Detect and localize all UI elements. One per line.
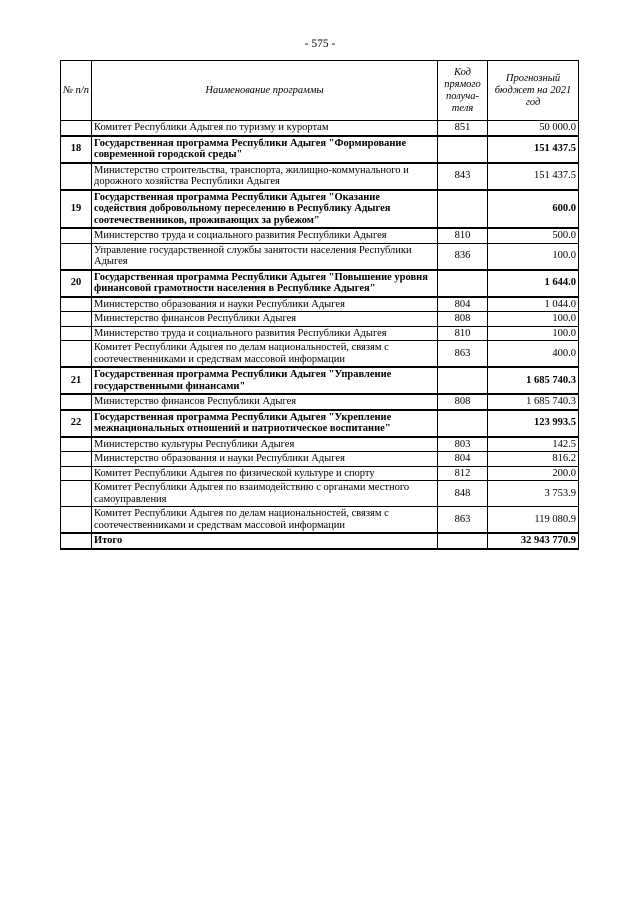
row-amount: 816.2 bbox=[488, 452, 579, 467]
row-num bbox=[61, 228, 92, 243]
row-num bbox=[61, 533, 92, 549]
header-num: № п/п bbox=[61, 61, 92, 121]
row-num bbox=[61, 394, 92, 410]
row-num: 21 bbox=[61, 367, 92, 394]
table-row bbox=[61, 228, 579, 243]
row-amount: 142.5 bbox=[488, 437, 579, 452]
row-code: 848 bbox=[438, 481, 488, 507]
program-row bbox=[61, 190, 579, 229]
row-name: Комитет Республики Адыгея по делам национальностей, связям с соотечественниками и средствам массовой информации bbox=[92, 507, 438, 534]
row-name: Государственная программа Республики Адыгея "Повышение уровня финансовой грамотности населения в Республике Адыгея" bbox=[92, 270, 438, 297]
row-code: 810 bbox=[438, 228, 488, 243]
row-num bbox=[61, 341, 92, 368]
table-row bbox=[61, 452, 579, 467]
row-code: 810 bbox=[438, 326, 488, 341]
row-amount: 1 685 740.3 bbox=[488, 367, 579, 394]
row-amount: 151 437.5 bbox=[488, 136, 579, 163]
program-row bbox=[61, 270, 579, 297]
row-name: Управление государственной службы занятости населения Республики Адыгея bbox=[92, 243, 438, 270]
row-amount: 400.0 bbox=[488, 341, 579, 368]
row-code: 812 bbox=[438, 466, 488, 481]
row-num bbox=[61, 466, 92, 481]
row-code: 851 bbox=[438, 121, 488, 136]
row-code: 836 bbox=[438, 243, 488, 270]
page-number: - 575 - bbox=[304, 38, 336, 50]
row-code bbox=[438, 410, 488, 437]
row-amount: 500.0 bbox=[488, 228, 579, 243]
table-row bbox=[61, 507, 579, 534]
table-row bbox=[61, 341, 579, 368]
program-row bbox=[61, 136, 579, 163]
row-amount: 32 943 770.9 bbox=[488, 533, 579, 549]
row-code bbox=[438, 136, 488, 163]
row-name: Государственная программа Республики Адыгея "Оказание содействия добровольному переселению в Республику Адыгея соотечественников, проживающих за рубежом" bbox=[92, 190, 438, 229]
row-name: Государственная программа Республики Адыгея "Формирование современной городской среды" bbox=[92, 136, 438, 163]
row-amount: 1 685 740.3 bbox=[488, 394, 579, 410]
total-row bbox=[61, 533, 579, 549]
table-header-row bbox=[61, 61, 579, 121]
row-amount: 50 000.0 bbox=[488, 121, 579, 136]
row-code: 808 bbox=[438, 312, 488, 327]
row-num bbox=[61, 481, 92, 507]
row-code: 863 bbox=[438, 341, 488, 368]
table-row bbox=[61, 121, 579, 136]
table-row bbox=[61, 466, 579, 481]
row-num bbox=[61, 452, 92, 467]
row-num bbox=[61, 121, 92, 136]
row-code: 803 bbox=[438, 437, 488, 452]
header-budget: Прогнозный бюджет на 2021 год bbox=[488, 61, 579, 121]
table-row bbox=[61, 312, 579, 327]
row-name: Комитет Республики Адыгея по взаимодействию с органами местного самоуправления bbox=[92, 481, 438, 507]
row-code bbox=[438, 190, 488, 229]
row-code: 843 bbox=[438, 163, 488, 190]
row-amount: 100.0 bbox=[488, 326, 579, 341]
row-name: Государственная программа Республики Адыгея "Укрепление межнациональных отношений и патриотическое воспитание" bbox=[92, 410, 438, 437]
row-amount: 100.0 bbox=[488, 243, 579, 270]
table-row bbox=[61, 394, 579, 410]
row-name: Министерство труда и социального развития Республики Адыгея bbox=[92, 228, 438, 243]
row-num bbox=[61, 437, 92, 452]
row-amount: 123 993.5 bbox=[488, 410, 579, 437]
row-num: 20 bbox=[61, 270, 92, 297]
table-row bbox=[61, 163, 579, 190]
row-name: Итого bbox=[92, 533, 438, 549]
budget-table bbox=[60, 60, 579, 550]
row-code: 863 bbox=[438, 507, 488, 534]
row-num bbox=[61, 326, 92, 341]
row-name: Министерство финансов Республики Адыгея bbox=[92, 394, 438, 410]
table-row bbox=[61, 297, 579, 312]
row-name: Государственная программа Республики Адыгея "Управление государственными финансами" bbox=[92, 367, 438, 394]
row-amount: 3 753.9 bbox=[488, 481, 579, 507]
row-name: Комитет Республики Адыгея по делам национальностей, связям с соотечественниками и средствам массовой информации bbox=[92, 341, 438, 368]
row-code: 804 bbox=[438, 297, 488, 312]
row-amount: 151 437.5 bbox=[488, 163, 579, 190]
header-code: Код прямого получа-теля bbox=[438, 61, 488, 121]
row-code: 804 bbox=[438, 452, 488, 467]
row-name: Министерство образования и науки Республики Адыгея bbox=[92, 297, 438, 312]
row-amount: 100.0 bbox=[488, 312, 579, 327]
table-row bbox=[61, 481, 579, 507]
row-num bbox=[61, 163, 92, 190]
row-amount: 200.0 bbox=[488, 466, 579, 481]
row-num bbox=[61, 312, 92, 327]
program-row bbox=[61, 367, 579, 394]
row-num: 22 bbox=[61, 410, 92, 437]
row-code bbox=[438, 270, 488, 297]
table-row bbox=[61, 243, 579, 270]
row-num bbox=[61, 243, 92, 270]
row-amount: 1 044.0 bbox=[488, 297, 579, 312]
row-name: Министерство образования и науки Республики Адыгея bbox=[92, 452, 438, 467]
row-num: 18 bbox=[61, 136, 92, 163]
row-amount: 119 080.9 bbox=[488, 507, 579, 534]
row-code bbox=[438, 367, 488, 394]
row-amount: 1 644.0 bbox=[488, 270, 579, 297]
row-num bbox=[61, 297, 92, 312]
table-body bbox=[61, 121, 579, 549]
row-name: Министерство культуры Республики Адыгея bbox=[92, 437, 438, 452]
row-code bbox=[438, 533, 488, 549]
row-name: Министерство финансов Республики Адыгея bbox=[92, 312, 438, 327]
program-row bbox=[61, 410, 579, 437]
header-name: Наименование программы bbox=[92, 61, 438, 121]
row-name: Министерство труда и социального развития Республики Адыгея bbox=[92, 326, 438, 341]
row-num: 19 bbox=[61, 190, 92, 229]
row-amount: 600.0 bbox=[488, 190, 579, 229]
row-name: Комитет Республики Адыгея по физической культуре и спорту bbox=[92, 466, 438, 481]
row-code: 808 bbox=[438, 394, 488, 410]
row-name: Комитет Республики Адыгея по туризму и курортам bbox=[92, 121, 438, 136]
table-row bbox=[61, 326, 579, 341]
table-row bbox=[61, 437, 579, 452]
row-name: Министерство строительства, транспорта, жилищно-коммунального и дорожного хозяйства Республики Адыгея bbox=[92, 163, 438, 190]
row-num bbox=[61, 507, 92, 534]
